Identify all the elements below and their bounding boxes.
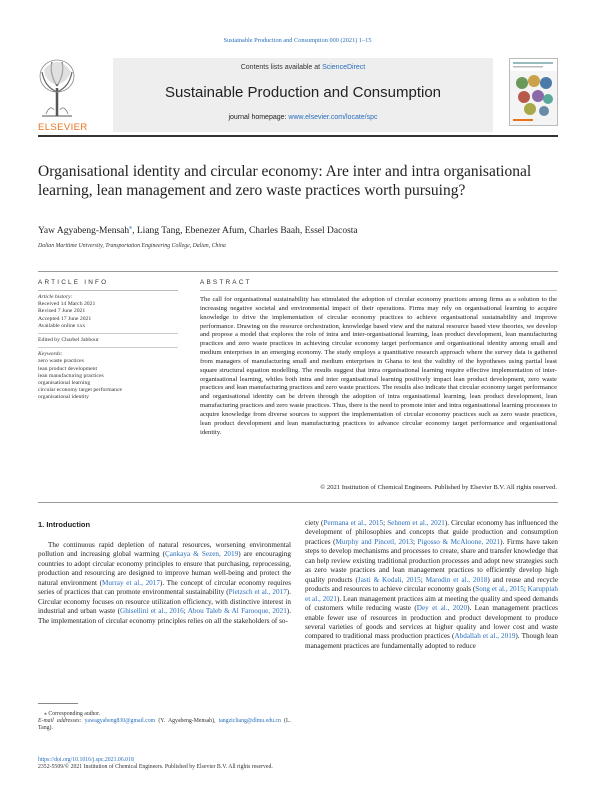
body-text: ;	[412, 537, 418, 546]
body-text: ;	[383, 519, 388, 527]
corresponding-author[interactable]: Yaw Agyabeng-Mensah	[38, 226, 130, 237]
body-text: ;	[183, 607, 188, 616]
citation-link[interactable]: Sehnem et al., 2021	[387, 519, 445, 527]
publisher-wordmark: ELSEVIER	[38, 122, 88, 133]
journal-title: Sustainable Production and Consumption	[164, 84, 441, 101]
body-text: ). The concept of circular economy requires series of practices that can promote environmental sustainability (	[38, 578, 291, 597]
author-list	[38, 224, 558, 236]
citation-link[interactable]: Pietzsch et al., 2017	[228, 588, 287, 597]
body-text: ). Firms have taken steps to develop mechanisms and processes to create, share and transfer knowledge that can help review existing traditional production processes and adopt new strategies such as zero waste practices and lean management practices to efficiently develop high quality products (	[305, 537, 559, 584]
citation-link[interactable]: Murray et al., 2017	[102, 578, 160, 587]
body-text: ) and reuse and recycle products and resources to achieve circular economy goals (	[305, 575, 559, 594]
body-text: ). Though lean management practices are fundamentally adopted to reduce	[305, 632, 558, 650]
citation-link[interactable]: Karuppiah et al., 2021	[305, 585, 558, 603]
article-info-heading: ARTICLE INFO	[38, 279, 109, 286]
citation-link[interactable]: Pigosso & McAloone, 2021	[417, 537, 501, 546]
abstract-text: The call for organisational sustainability has stimulated the adoption of circular economy practices among firms as a solution to the increasing negative societal and environmental impact of their operations. Firms may rely on organisational learning to acquire knowledge to drive the implementation of circular economy practices to achieve organisational sustainability and improve performance. Drawing on the resource orchestration, knowledge based view and the natural resource based view theories, we develop and propose a model that explores the role of intra and inter-organisational learning, lean product development, lean manufacturing practices and zero waste practices in achieving circular economy target performance and organisational identity among small and medium enterprises in an emerging economy. The study employs a quantitative research approach where the survey data is gathered from managers of manufacturing small and medium enterprises in Ghana to test the validity of the hypotheses using partial least square structural equation modelling. The results suggest that intra organisational learning require effective implementation of inter-organisational learning, whiles both intra and inter organisational learning positively impact lean product development, zero waste practices and lean manufacturing practices and zero waste practices. The results also indicate that circular economy target performance and organisational identity can be driven through the adoption of intra organisational learning, lean product development, lean manufacturing practices and zero waste practices. Thus, there is the need to promote inter and intra organisational learning processes to acquire knowledge from diverse sources to support the implementation of circular economy practices such as zero waste practices, lean product development and lean manufacturing practices to advance circular economy target performance and organisational identity.	[200, 296, 557, 436]
footnote-rule	[38, 703, 78, 704]
email-name-2: (L. Tang).	[38, 718, 291, 732]
homepage-line	[113, 114, 493, 121]
abstract-copyright: © 2021 Institution of Chemical Engineers. Published by Elsevier B.V. All rights reserved.	[320, 484, 557, 491]
email-label: E-mail addresses:	[38, 718, 85, 725]
keyword-item[interactable]: zero waste practices	[38, 358, 84, 365]
contents-line	[113, 64, 493, 71]
citation-link[interactable]: Abdallah et al., 2019	[454, 632, 516, 641]
body-text: ). Lean management practices enable fewer use of resources in production and product development to produce several varieties of goods and services at higher quality and lower cost and waste compared to traditional mass production practices (	[305, 604, 558, 641]
citation-link[interactable]: Murphy and Pincetl, 2013	[335, 537, 413, 546]
email-link-1[interactable]: yawagyabeng830@gmail.com	[84, 718, 156, 725]
corresponding-marker[interactable]: ⁎	[129, 225, 133, 231]
masthead	[38, 58, 558, 132]
received-date: Received 14 March 2021	[38, 301, 96, 308]
citation-link[interactable]: Dey et al., 2020	[416, 604, 468, 613]
intro-left-column	[38, 541, 291, 626]
corresponding-author-note: ⁎ Corresponding author.	[44, 711, 101, 717]
body-text: ciety (	[305, 519, 324, 527]
email-note	[38, 718, 291, 732]
citation-link[interactable]: Jasti & Kodali, 2015	[357, 575, 421, 584]
citation-link[interactable]: Permana et al., 2015	[323, 519, 384, 527]
homepage-prefix: journal homepage:	[228, 114, 289, 121]
section-heading-introduction: 1. Introduction	[38, 520, 91, 529]
masthead-banner	[113, 58, 493, 132]
journal-reference[interactable]: Sustainable Production and Consumption 000 (2021) 1–15	[223, 37, 372, 44]
title-rule	[38, 271, 558, 272]
affiliation: Dalian Maritime University, Transportation Engineering College, Dalian, China	[38, 243, 226, 249]
abstract-heading: ABSTRACT	[200, 279, 252, 286]
citation-link[interactable]: Abou Taleb & Al Farooque, 2021	[187, 607, 287, 616]
body-text: ). The implementation of circular economy principles relies on all the stakeholders of so-	[38, 607, 291, 625]
keyword-item[interactable]: organisational learning	[38, 380, 91, 387]
article-title: Organisational identity and circular economy: Are inter and intra organisational learning, lean management and zero waste practices worth pursuing?	[38, 163, 532, 199]
keyword-item[interactable]: circular economy target performance	[38, 387, 123, 394]
body-text: ;	[420, 575, 426, 584]
body-text: ). Lean management practices aim at meeting the quality and speed demands of customers while reducing waste (	[305, 594, 559, 613]
body-text: ). Circular economy has influenced the development of philosophies and concepts that guide production and consumption practices (	[305, 519, 558, 546]
abstract-bottom-rule	[38, 502, 558, 503]
body-text: ;	[523, 585, 528, 594]
citation-link[interactable]: Song et al., 2015	[475, 585, 524, 594]
email-name-1: (Y. Agyabeng-Mensah),	[155, 718, 216, 725]
citation-link[interactable]: Marodin et al., 2018	[425, 575, 488, 584]
accepted-date: Accepted 17 June 2021	[38, 315, 92, 322]
citation-link[interactable]: Ghisellini et al., 2016	[120, 607, 184, 616]
citation-link[interactable]: Çankaya & Sezen, 2019	[165, 550, 239, 559]
revised-date: Revised 7 June 2021	[38, 308, 86, 315]
co-authors[interactable]: , Liang Tang, Ebenezer Afum, Charles Baah, Essel Dacosta	[132, 226, 358, 237]
doi-link[interactable]: https://doi.org/10.1016/j.spc.2021.06.018	[38, 757, 134, 763]
body-text: ). Circular economy focuses on resource utilization efficiency, with distinctive interest in industrial and urban waste (	[38, 588, 291, 616]
footnote	[38, 711, 291, 733]
elsevier-tree-logo[interactable]	[38, 58, 76, 118]
masthead-rule	[38, 135, 558, 137]
body-text: ) are encouraging countries to adopt circular economy principles to ensure that purchasing, reprocessing, production and resourcing are designed to improve human well-being and protect the natural environment (	[38, 550, 291, 587]
intro-right-column	[305, 519, 558, 651]
contents-prefix: Contents lists available at	[240, 64, 323, 71]
issn-copyright: 2352-5509/© 2021 Institution of Chemical Engineers. Published by Elsevier B.V. All rights reserved.	[38, 764, 273, 771]
keyword-item[interactable]: organisational identity	[38, 394, 89, 401]
keyword-item[interactable]: lean manufacturing practices	[38, 372, 104, 379]
keyword-item[interactable]: lean product development	[38, 365, 98, 372]
bottom-matter	[38, 757, 273, 772]
journal-cover-thumbnail[interactable]	[509, 58, 558, 126]
email-link-2[interactable]: tangzicliang@dlmu.edu.cn	[218, 718, 281, 725]
article-info	[38, 294, 178, 402]
keywords-label: Keywords:	[38, 347, 178, 358]
online-date: Available online xxx	[38, 322, 86, 329]
abstract-rule	[200, 290, 557, 291]
edited-by: Edited by Charbel Jabbour	[38, 333, 178, 344]
body-text: The continuous rapid depletion of natural resources, worsening environmental pollution and increasing global warming (	[38, 541, 291, 559]
history-label: Article history:	[38, 294, 73, 300]
homepage-link[interactable]: www.elsevier.com/locate/spc	[288, 114, 378, 121]
article-info-rule	[38, 290, 178, 291]
sciencedirect-link[interactable]: ScienceDirect	[322, 64, 366, 71]
